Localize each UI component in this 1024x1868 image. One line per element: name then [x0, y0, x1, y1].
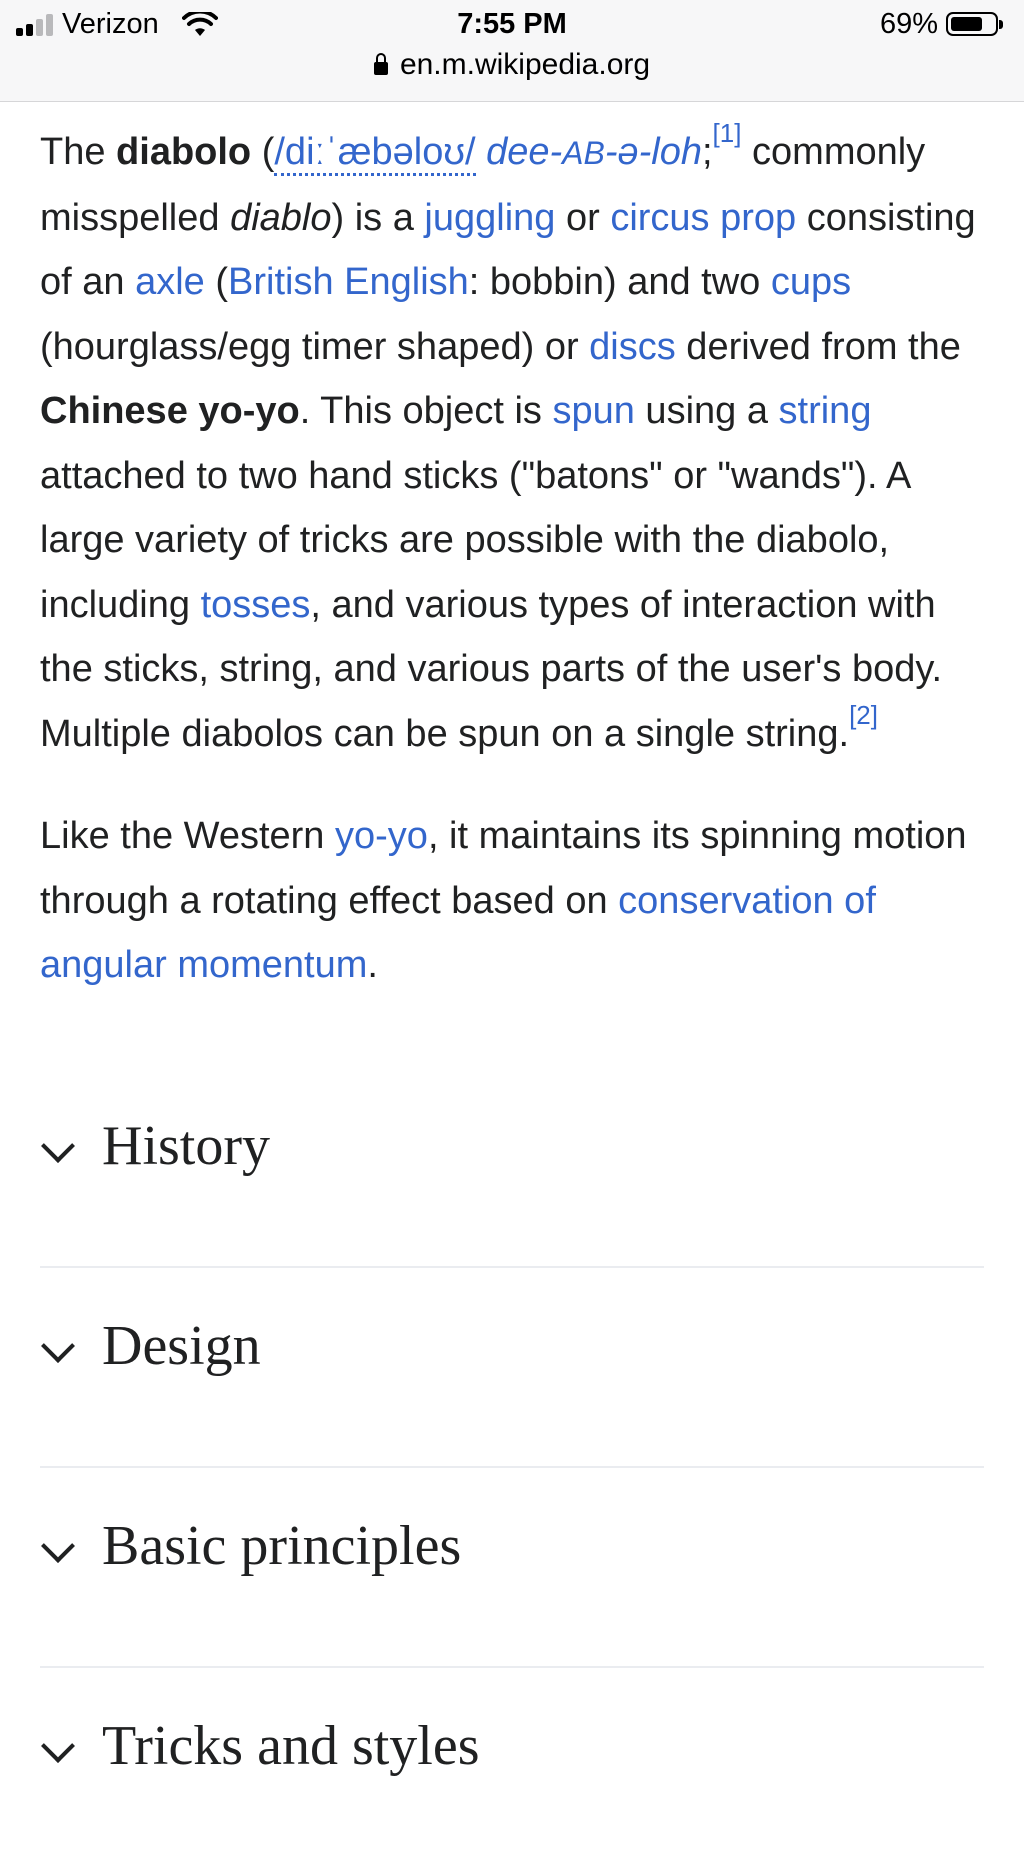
reference-1-link[interactable]: [1] — [712, 118, 742, 148]
reference-2-link[interactable]: [2] — [849, 699, 878, 730]
carrier-name: Verizon — [62, 8, 159, 40]
clock: 7:55 PM — [457, 8, 567, 40]
text — [476, 131, 487, 173]
text: , it maintains its spinning motion through a rotating effect based on — [40, 815, 967, 922]
text: : bobbin) and two — [468, 261, 771, 303]
address-bar[interactable] — [0, 48, 1024, 88]
link-juggling[interactable]: juggling — [424, 196, 556, 239]
intro-paragraph — [40, 120, 990, 766]
text: The — [40, 131, 117, 173]
link-cups[interactable]: cups — [770, 261, 852, 303]
text: commonly misspelled — [40, 131, 926, 239]
article-content — [40, 120, 990, 998]
text: . This object is — [299, 390, 553, 432]
battery-percent: 69% — [879, 8, 938, 40]
text: or — [555, 196, 611, 239]
section-tricks-and-styles[interactable] — [40, 1668, 984, 1868]
text: using a — [634, 390, 779, 432]
section-title: History — [102, 1115, 270, 1177]
link-british-english[interactable]: British English — [228, 261, 469, 303]
url-text: en.m.wikipedia.org — [399, 48, 651, 81]
link-axle[interactable]: axle — [135, 261, 205, 303]
text: ; — [701, 131, 713, 173]
respelling-stress: AB — [562, 135, 605, 171]
chevron-down-icon — [41, 1129, 75, 1163]
respelling-part: dee- — [486, 131, 563, 173]
text: ( — [251, 131, 275, 173]
link-spun[interactable]: spun — [552, 390, 635, 432]
term-bold: diabolo — [116, 131, 252, 173]
top-bar — [0, 0, 1024, 102]
battery-icon — [946, 12, 998, 36]
respelling-link[interactable] — [486, 131, 702, 173]
chevron-down-icon — [41, 1529, 75, 1563]
chevron-down-icon — [41, 1329, 75, 1363]
link-string[interactable]: string — [778, 390, 872, 432]
text: . — [367, 944, 378, 986]
section-basic-principles[interactable] — [40, 1468, 984, 1668]
chevron-down-icon — [41, 1729, 75, 1763]
section-title: Tricks and styles — [102, 1715, 480, 1777]
yoyo-paragraph — [40, 804, 990, 998]
text: (hourglass/egg timer shaped) or — [40, 325, 590, 368]
link-tosses[interactable]: tosses — [200, 583, 311, 626]
link-yo-yo[interactable]: yo-yo — [335, 815, 428, 857]
status-bar — [0, 0, 1024, 50]
section-history[interactable] — [40, 1068, 984, 1268]
text: consisting of an — [40, 196, 976, 303]
text: ( — [204, 261, 229, 303]
text: derived from the — [675, 325, 961, 368]
ipa-pronunciation-link[interactable]: /diːˈæbəloʊ/ — [274, 131, 475, 176]
diablo-italic: diablo — [230, 196, 332, 239]
section-design[interactable] — [40, 1268, 984, 1468]
section-list — [40, 1068, 984, 1868]
section-title: Basic principles — [102, 1515, 462, 1577]
link-discs[interactable]: discs — [589, 325, 676, 368]
lock-icon — [374, 62, 388, 75]
link-circus-prop[interactable]: circus prop — [610, 196, 797, 239]
respelling-part: -ə-loh — [604, 131, 702, 173]
text: , and various types of interaction with the sticks, string, and various parts of the user's body. Multiple diabolos can be spun on a single string. — [40, 583, 943, 755]
text: Like the Western — [40, 815, 336, 857]
text: ) is a — [331, 196, 425, 239]
section-title: Design — [102, 1315, 261, 1377]
chinese-yoyo-bold: Chinese yo-yo — [40, 390, 300, 432]
link-conservation-of-angular-momentum[interactable]: conservation of angular momentum — [40, 879, 876, 986]
text: attached to two hand sticks ("batons" or "wands"). A large variety of tricks are possible with the diabolo, including — [40, 454, 910, 626]
